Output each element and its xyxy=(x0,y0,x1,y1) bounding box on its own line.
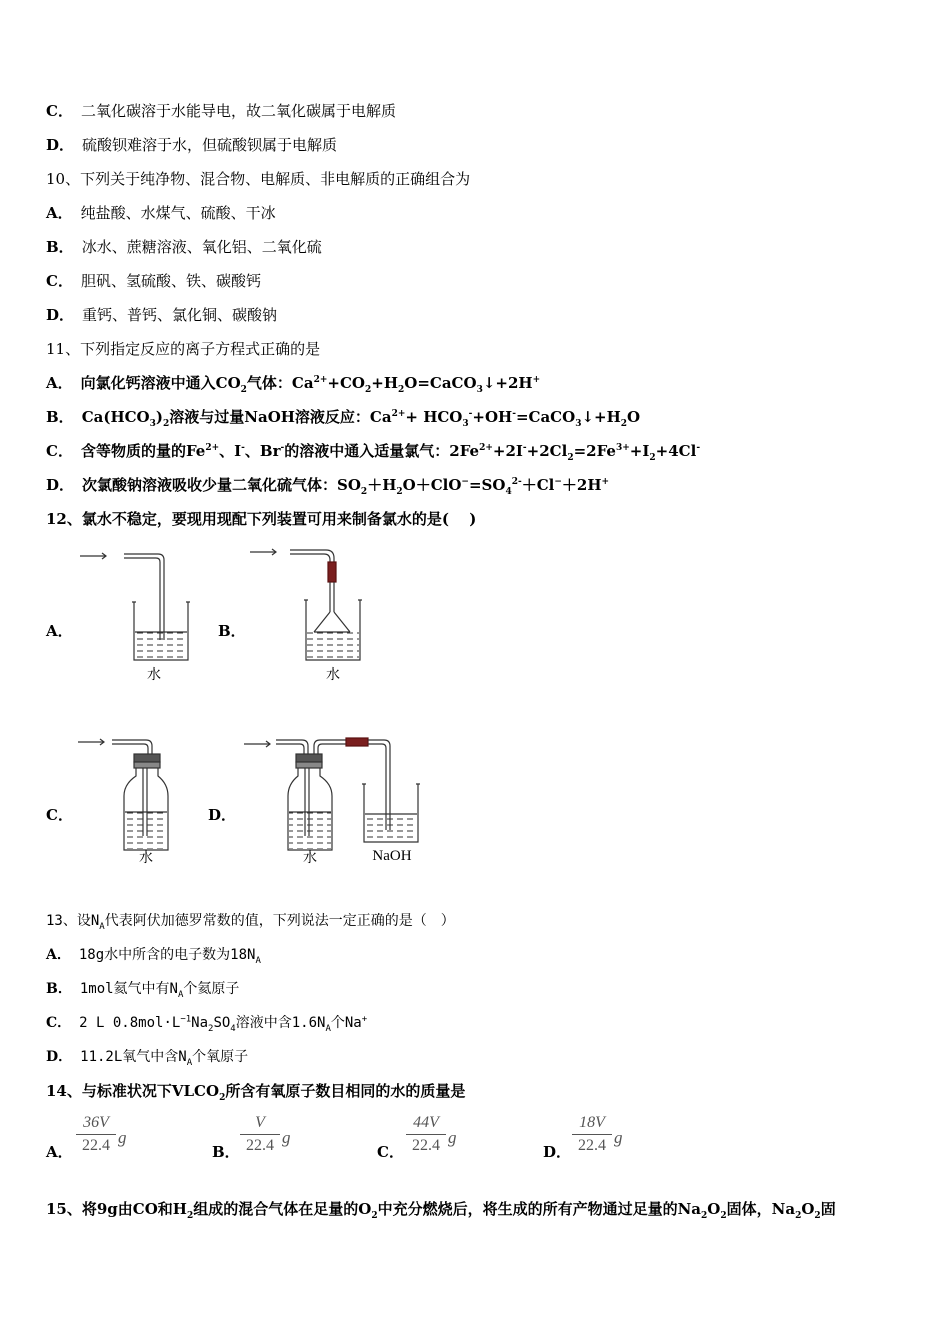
q11-option-c: C． 含等物质的量的$Fe^{2+}$、I-、Br-的溶液中通入适量氯气：$2Fe^{2+}+2I^-+2Cl_2=2Fe^{3+}+I_2+4Cl^-$ xyxy=(46,442,701,463)
q10-option-c: C． 胆矾、氢硫酸、铁、碳酸钙 xyxy=(46,272,261,290)
q14-unit-c: g xyxy=(448,1128,457,1147)
q12-label-d: D． xyxy=(208,806,237,824)
q14-unit-d: g xyxy=(614,1128,623,1147)
apparatus-a xyxy=(80,553,190,660)
q14-unit-b: g xyxy=(282,1128,291,1147)
q13-stem: 13、设$N_A$代表阿伏加德罗常数的值，下列说法一定正确的是（ ） xyxy=(46,913,455,932)
q12-label-a: A． xyxy=(46,622,73,640)
q13-option-d: D． 11.2L氧气中含$N_A$个氧原子 xyxy=(46,1049,249,1068)
q11-option-d: D． 次氯酸钠溶液吸收少量二氧化硫气体：$SO_2+H_2O+ClO^-=SO_4^{2-}+Cl^-+2H^+$ xyxy=(46,476,610,497)
q14-label-d: D． xyxy=(543,1143,572,1161)
q10-stem: 10、下列关于纯净物、混合物、电解质、非电解质的正确组合为 xyxy=(46,170,471,188)
q13-option-a: A． 18g水中所含的电子数为$18N_A$ xyxy=(46,947,261,966)
q14-fraction-b: V 22.4 xyxy=(240,1114,280,1155)
apparatus-b xyxy=(250,549,362,660)
q10-option-b: B． 冰水、蔗糖溶液、氧化铝、二氧化硫 xyxy=(46,238,322,256)
q9-option-d: D． 硫酸钡难溶于水，但硫酸钡属于电解质 xyxy=(46,136,338,154)
q15-stem: 15、将9g由CO和$H_2$组成的混合气体在足量的$O_2$中充分燃烧后，将生成的所有产物通过足量的$Na_2O_2$固体，$Na_2O_2$固 xyxy=(46,1200,836,1221)
q11-option-b: B． $Ca(HCO_3)_2$溶液与过量NaOH溶液反应：$Ca^{2+}+$ $HCO_3^-+OH^-=CaCO_3↓+H_2O$ xyxy=(46,408,641,429)
q13-option-c: C． 2 L $0.8mol\cdot L^{-1}Na_2SO_4$溶液中含$1.6N_A$个Na+ xyxy=(46,1014,368,1034)
q14-unit-a: g xyxy=(118,1128,127,1147)
q14-label-b: B． xyxy=(212,1143,240,1161)
water-label-d: 水 xyxy=(303,850,317,866)
q9-option-c: C． 二氧化碳溶于水能导电，故二氧化碳属于电解质 xyxy=(46,102,396,120)
q14-fraction-a: 36V 22.4 xyxy=(76,1114,116,1155)
q12-stem: 12、氯水不稳定，要现用现配下列装置可用来制备氯水的是( ) xyxy=(46,510,477,528)
q14-label-c: C． xyxy=(377,1143,404,1161)
q11-stem: 11、下列指定反应的离子方程式正确的是 xyxy=(46,340,321,358)
apparatus-c xyxy=(78,739,168,850)
q12-label-b: B． xyxy=(218,622,246,640)
q12-drawings xyxy=(46,540,466,880)
q14-stem: 14、与标准状况下$VLCO_2$所含有氧原子数目相同的水的质量是 xyxy=(46,1082,466,1103)
q13-option-b: B． 1mol氦气中有$N_A$个氦原子 xyxy=(46,981,240,1000)
q14-label-a: A． xyxy=(46,1143,73,1161)
apparatus-d xyxy=(244,738,420,850)
q11-option-a: A． 向氯化钙溶液中通入$CO_2$气体：$Ca^{2+}+CO_2+H_2O=CaCO_3↓+2H^+$ xyxy=(46,374,541,395)
q12-apparatus-figure xyxy=(46,540,466,880)
q14-fraction-d: 18V 22.4 xyxy=(572,1114,612,1155)
water-label-c: 水 xyxy=(139,850,153,866)
water-label-b: 水 xyxy=(326,667,340,683)
q14-fraction-c: 44V 22.4 xyxy=(406,1114,446,1155)
q10-option-a: A． 纯盐酸、水煤气、硫酸、干冰 xyxy=(46,204,276,222)
q12-label-c: C． xyxy=(46,806,73,824)
naoh-label: NaOH xyxy=(372,848,412,864)
q10-option-d: D． 重钙、普钙、氯化铜、碳酸钠 xyxy=(46,306,278,324)
water-label-a: 水 xyxy=(147,667,161,683)
